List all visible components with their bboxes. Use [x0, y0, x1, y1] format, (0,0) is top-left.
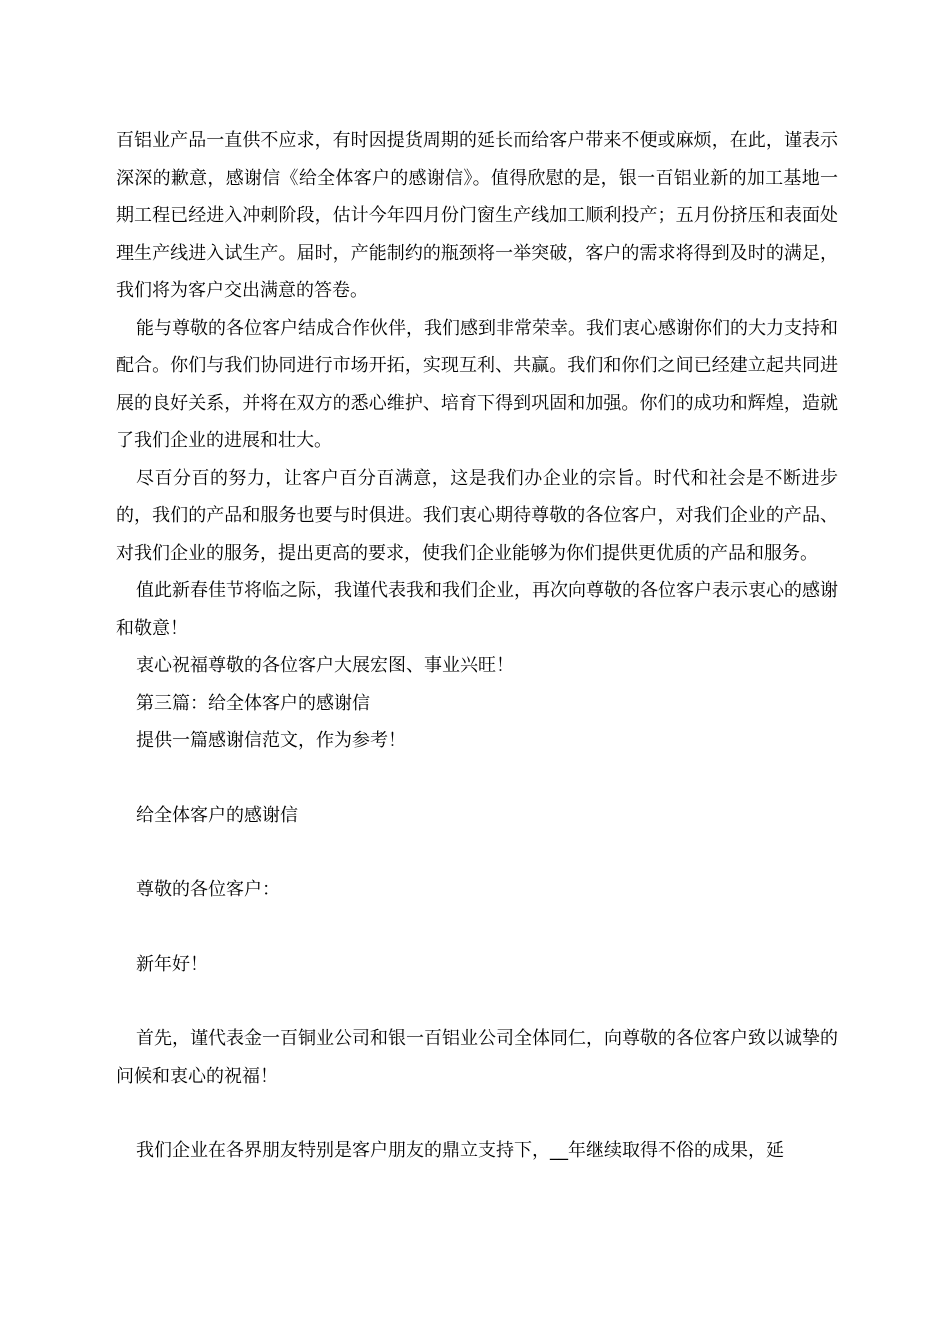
paragraph-5: 衷心祝福尊敬的各位客户大展宏图、事业兴旺！ — [136, 655, 514, 676]
paragraph-4: 值此新春佳节将临之际，我谨代表我和我们企业，再次向尊敬的各位客户表示衷心的感谢和敬意！ — [116, 580, 838, 639]
paragraph-1: 百铝业产品一直供不应求，有时因提货周期的延长而给客户带来不便或麻烦，在此，谨表示深深的歉意，感谢信《给全体客户的感谢信》。值得欣慰的是，银一百铝业新的加工基地一期工程已经进入冲刺阶段，估计今年四月份门窗生产线加工顺利投产；五月份挤压和表面处理生产线进入试生产。届时，产能制约的瓶颈将一举突破，客户的需求将得到及时的满足，我们将为客户交出满意的答卷。 — [116, 130, 838, 301]
document-body — [116, 122, 838, 1170]
letter-title: 给全体客户的感谢信 — [136, 804, 298, 826]
paragraph-3: 尽百分百的努力，让客户百分百满意，这是我们办企业的宗旨。时代和社会是不断进步的，我们的产品和服务也要与时俱进。我们衷心期待尊敬的各位客户，对我们企业的产品、对我们企业的服务，提出更高的要求，使我们企业能够为你们提供更优质的产品和服务。 — [116, 467, 838, 564]
section-heading: 第三篇：给全体客户的感谢信 — [136, 692, 370, 714]
letter-salutation: 尊敬的各位客户： — [136, 879, 280, 900]
paragraph-2: 能与尊敬的各位客户结成合作伙伴，我们感到非常荣幸。我们衷心感谢你们的大力支持和配合。你们与我们协同进行市场开拓，实现互利、共赢。我们和你们之间已经建立起共同进展的良好关系，并将在双方的悉心维护、培育下得到巩固和加强。你们的成功和辉煌，造就了我们企业的进展和壮大。 — [116, 317, 838, 451]
paragraph-intro: 提供一篇感谢信范文，作为参考！ — [136, 730, 406, 751]
letter-paragraph-2: 我们企业在各界朋友特别是客户朋友的鼎立支持下，__年继续取得不俗的成果，延 — [136, 1140, 784, 1161]
letter-paragraph-1: 首先，谨代表金一百铜业公司和银一百铝业公司全体同仁，向尊敬的各位客户致以诚挚的问候和衷心的祝福！ — [116, 1028, 838, 1087]
letter-greeting: 新年好！ — [136, 953, 208, 975]
